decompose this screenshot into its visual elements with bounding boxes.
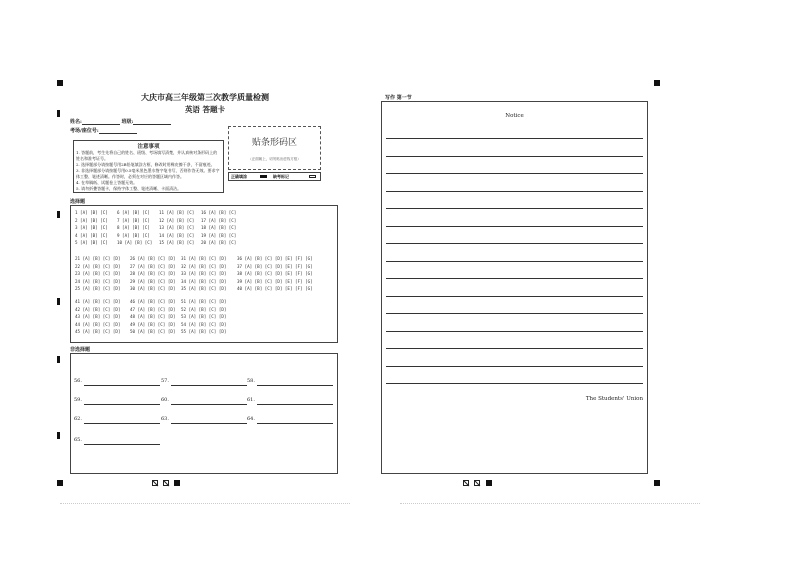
choice-option-group[interactable]: 13 [A] [B] [C]: [159, 225, 195, 231]
name-field[interactable]: [70, 118, 171, 125]
choice-option-group[interactable]: 23 [A] [B] [C] [D]: [75, 271, 121, 277]
filled-box-icon: [486, 480, 492, 486]
choice-option-group[interactable]: 18 [A] [B] [C]: [201, 225, 237, 231]
answer-blank-59[interactable]: [74, 386, 160, 405]
blank-number: 61.: [247, 397, 255, 403]
correct-fill-icon: [260, 175, 267, 178]
choice-option-group[interactable]: 37 [A] [B] [C] [D] [E] [F] [G]: [237, 263, 313, 269]
fill-section-heading: 非选择题: [70, 347, 91, 353]
writing-line: [386, 348, 643, 349]
answer-blank-56[interactable]: [74, 367, 160, 386]
choice-option-group[interactable]: 36 [A] [B] [C] [D] [E] [F] [G]: [237, 256, 313, 261]
writing-line: [386, 138, 643, 139]
choice-option-group[interactable]: 53 [A] [B] [C] [D]: [181, 314, 227, 320]
choice-option-group[interactable]: 40 [A] [B] [C] [D] [E] [F] [G]: [237, 286, 313, 292]
corner-mark-top-left: [57, 80, 63, 86]
notice-item: 2. 选择题部分请按题号用2B铅笔填涂方框，修改时用橡皮擦干净，不留痕迹。: [76, 162, 215, 167]
choice-option-group[interactable]: 54 [A] [B] [C] [D]: [181, 321, 227, 327]
choice-option-group[interactable]: 41 [A] [B] [C] [D]: [75, 299, 121, 304]
writing-line: [386, 296, 643, 297]
seat-field[interactable]: [70, 127, 137, 134]
correct-fill-label: 正确填涂: [231, 174, 247, 179]
choice-option-group[interactable]: 47 [A] [B] [C] [D]: [130, 306, 176, 312]
answer-blank-65[interactable]: [74, 426, 160, 445]
writing-line: [386, 261, 643, 262]
answer-blank-60[interactable]: [161, 386, 247, 405]
choice-option-group[interactable]: 45 [A] [B] [C] [D]: [75, 329, 121, 335]
choice-option-group[interactable]: 3 [A] [B] [C]: [75, 225, 108, 231]
scan-divider: [400, 503, 700, 504]
choice-option-group[interactable]: 10 [A] [B] [C]: [117, 240, 153, 246]
choice-option-group[interactable]: 11 [A] [B] [C]: [159, 210, 195, 215]
choice-option-group[interactable]: 21 [A] [B] [C] [D]: [75, 256, 121, 261]
timing-mark: [57, 432, 60, 439]
choice-option-group[interactable]: 20 [A] [B] [C]: [201, 240, 237, 246]
choice-option-group[interactable]: 55 [A] [B] [C] [D]: [181, 329, 227, 335]
choice-section-heading: 选择题: [70, 199, 86, 205]
writing-line: [386, 331, 643, 332]
choice-option-group[interactable]: 22 [A] [B] [C] [D]: [75, 263, 121, 269]
choice-option-group[interactable]: 1 [A] [B] [C]: [75, 210, 108, 215]
corner-mark-top-right: [654, 80, 660, 86]
choice-option-group[interactable]: 6 [A] [B] [C]: [117, 210, 150, 215]
blank-number: 64.: [247, 416, 255, 422]
fill-example: [228, 172, 321, 181]
slash-box-icon: [474, 480, 480, 486]
answer-blank-58[interactable]: [247, 367, 333, 386]
writing-line: [386, 156, 643, 157]
notice-item: 3. 非选择题部分请按题号用0.5毫米黑色墨水签字笔书写，否则作答无效。要求字体工整、笔迹清晰。作答时，必须在对应的答题区域内作答。: [76, 168, 220, 179]
answer-blank-57[interactable]: [161, 367, 247, 386]
barcode-label: 贴条形码区: [251, 138, 297, 148]
class-label: 班级:: [121, 119, 134, 125]
page-subtitle: 英语 答题卡: [184, 105, 226, 114]
blank-number: 59.: [74, 397, 82, 403]
choice-option-group[interactable]: 4 [A] [B] [C]: [75, 232, 108, 238]
choice-option-group[interactable]: 8 [A] [B] [C]: [117, 225, 150, 231]
blank-number: 57.: [161, 378, 169, 384]
missing-mark-label: 缺考标记: [273, 174, 289, 179]
missing-mark-checkbox[interactable]: [309, 175, 316, 178]
choice-option-group[interactable]: 42 [A] [B] [C] [D]: [75, 306, 121, 312]
choice-option-group[interactable]: 19 [A] [B] [C]: [201, 232, 237, 238]
choice-option-group[interactable]: 50 [A] [B] [C] [D]: [130, 329, 176, 335]
writing-line: [386, 173, 643, 174]
choice-option-group[interactable]: 15 [A] [B] [C]: [159, 240, 195, 246]
page-title: 大庆市高三年级第三次教学质量检测: [141, 92, 269, 102]
choice-option-group[interactable]: 39 [A] [B] [C] [D] [E] [F] [G]: [237, 278, 313, 284]
choice-option-group[interactable]: 29 [A] [B] [C] [D]: [130, 278, 176, 284]
choice-option-group[interactable]: 25 [A] [B] [C] [D]: [75, 286, 121, 292]
slash-box-icon: [163, 480, 169, 486]
choice-option-group[interactable]: 16 [A] [B] [C]: [201, 210, 237, 215]
choice-option-group[interactable]: 28 [A] [B] [C] [D]: [130, 271, 176, 277]
slash-box-icon: [463, 480, 469, 486]
timing-mark: [57, 110, 60, 117]
choice-option-group[interactable]: 5 [A] [B] [C]: [75, 240, 108, 246]
choice-answer-box: [70, 205, 338, 343]
choice-option-group[interactable]: 7 [A] [B] [C]: [117, 217, 150, 223]
blank-number: 62.: [74, 416, 82, 422]
blank-number: 60.: [161, 397, 169, 403]
writing-line: [386, 191, 643, 192]
choice-option-group[interactable]: 49 [A] [B] [C] [D]: [130, 321, 176, 327]
choice-option-group[interactable]: 48 [A] [B] [C] [D]: [130, 314, 176, 320]
writing-answer-box[interactable]: [381, 101, 648, 474]
choice-option-group[interactable]: 43 [A] [B] [C] [D]: [75, 314, 121, 320]
blank-number: 56.: [74, 378, 82, 384]
blank-number: 65.: [74, 437, 82, 443]
writing-line: [386, 366, 643, 367]
choice-option-group[interactable]: 38 [A] [B] [C] [D] [E] [F] [G]: [237, 271, 313, 277]
seat-label: 考场/座位号:: [70, 128, 99, 134]
writing-notice-title: Notice: [505, 113, 524, 119]
timing-mark: [57, 298, 60, 305]
choice-option-group[interactable]: 32 [A] [B] [C] [D]: [181, 263, 227, 269]
slash-box-icon: [152, 480, 158, 486]
answer-blank-61[interactable]: [247, 386, 333, 405]
choice-option-group[interactable]: 31 [A] [B] [C] [D]: [181, 256, 227, 261]
scan-divider: [60, 503, 350, 504]
writing-signature: The Students' Union: [585, 396, 643, 402]
notice-item: 4. 在草稿纸、试题卷上答题无效。: [76, 180, 138, 185]
choice-option-group[interactable]: 26 [A] [B] [C] [D]: [130, 256, 176, 261]
timing-mark: [57, 211, 60, 218]
writing-line: [386, 226, 643, 227]
writing-line: [386, 208, 643, 209]
choice-option-group[interactable]: 51 [A] [B] [C] [D]: [181, 299, 227, 304]
writing-section-heading: 写作 第一节: [385, 95, 412, 101]
barcode-area: [228, 126, 321, 170]
answer-blank-63[interactable]: [161, 405, 247, 424]
name-label: 姓名:: [70, 119, 82, 125]
choice-option-group[interactable]: 17 [A] [B] [C]: [201, 217, 237, 223]
choice-option-group[interactable]: 44 [A] [B] [C] [D]: [75, 321, 121, 327]
notice-heading: 注意事项: [137, 144, 160, 150]
choice-option-group[interactable]: 14 [A] [B] [C]: [159, 232, 195, 238]
writing-line: [386, 278, 643, 279]
barcode-note: （正面朝上，切勿贴出虚线方框）: [248, 157, 301, 161]
choice-option-group[interactable]: 12 [A] [B] [C]: [159, 217, 195, 223]
fill-answer-box: [70, 353, 338, 474]
writing-line: [386, 313, 643, 314]
notice-box: [73, 140, 224, 193]
writing-line: [386, 383, 643, 384]
corner-mark-bottom-right: [654, 480, 660, 486]
answer-blank-62[interactable]: [74, 405, 160, 424]
choice-option-group[interactable]: 35 [A] [B] [C] [D]: [181, 286, 227, 292]
choice-option-group[interactable]: 2 [A] [B] [C]: [75, 217, 108, 223]
notice-item: 1. 答题前，考生先将自己的姓名、班级、考场填写清楚，并认真核对条形码上的姓名和准考证号。: [76, 150, 218, 161]
timing-mark: [57, 356, 60, 363]
choice-option-group[interactable]: 9 [A] [B] [C]: [117, 232, 150, 238]
choice-option-group[interactable]: 46 [A] [B] [C] [D]: [130, 299, 176, 304]
notice-item: 5. 请勿折叠答题卡，保持字体工整、笔迹清晰、卡面清洁。: [76, 186, 182, 191]
choice-option-group[interactable]: 27 [A] [B] [C] [D]: [130, 263, 176, 269]
choice-option-group[interactable]: 34 [A] [B] [C] [D]: [181, 278, 227, 284]
choice-option-group[interactable]: 52 [A] [B] [C] [D]: [181, 306, 227, 312]
filled-box-icon: [174, 480, 180, 486]
blank-number: 58.: [247, 378, 255, 384]
choice-option-group[interactable]: 24 [A] [B] [C] [D]: [75, 278, 121, 284]
writing-line: [386, 243, 643, 244]
blank-number: 63.: [161, 416, 169, 422]
corner-mark-bottom-left: [57, 480, 63, 486]
answer-blank-64[interactable]: [247, 405, 333, 424]
choice-option-group[interactable]: 30 [A] [B] [C] [D]: [130, 286, 176, 292]
choice-option-group[interactable]: 33 [A] [B] [C] [D]: [181, 271, 227, 277]
